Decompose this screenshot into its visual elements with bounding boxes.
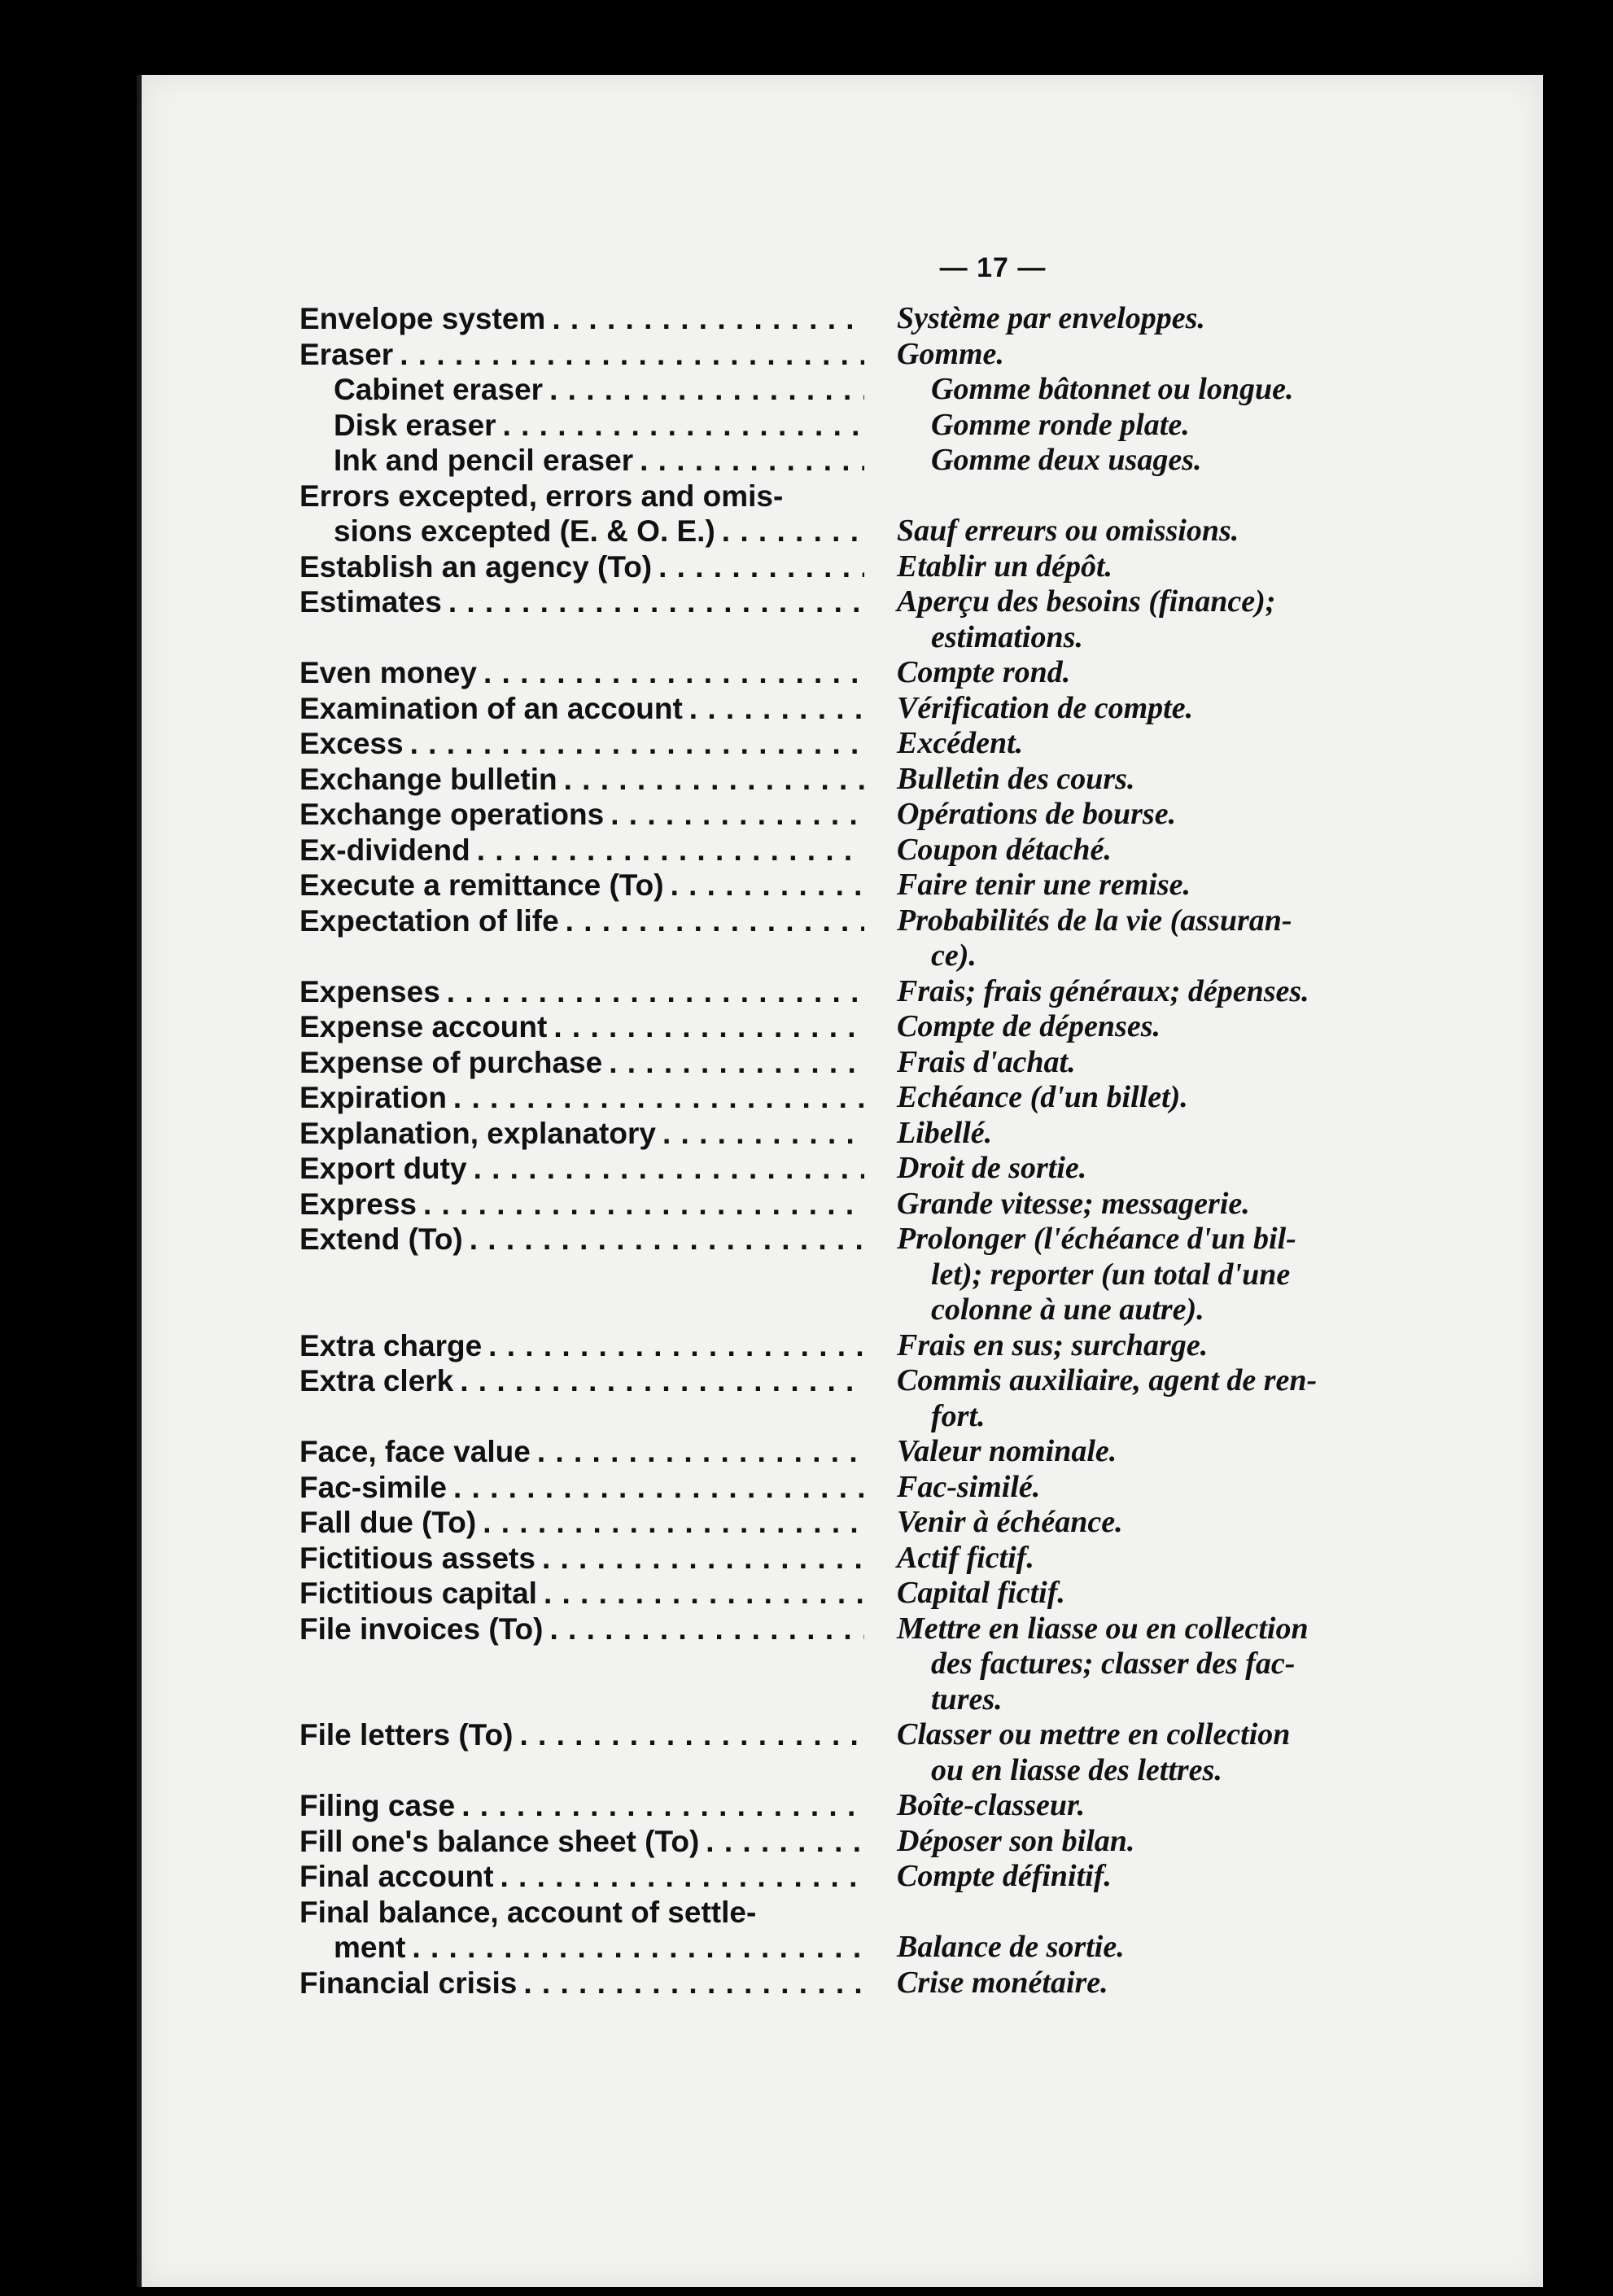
translation-line: [897, 479, 1382, 514]
glossary-entry: [299, 868, 1382, 903]
french-translation: [864, 1859, 1382, 1895]
term-text: Expectation of life: [299, 903, 559, 938]
french-translation: [864, 337, 1382, 373]
english-term: [299, 1576, 864, 1612]
dot-leader: [543, 372, 864, 408]
translation-line: Classer ou mettre en collection: [897, 1717, 1291, 1752]
term-text: Fill one's balance sheet (To): [299, 1824, 700, 1858]
translation-line: Boîte-classeur.: [897, 1788, 1086, 1822]
translation-line: ce).: [931, 938, 977, 973]
french-translation: [864, 408, 1382, 444]
english-term: [299, 1045, 864, 1081]
translation-line: Crise monétaire.: [897, 1965, 1108, 2000]
glossary-entry: [299, 1116, 1382, 1152]
dot-leader: [463, 1222, 864, 1257]
term-text: sions excepted (E. & O. E.): [334, 514, 715, 548]
translation-line: Compte rond.: [897, 655, 1071, 689]
glossary-entry: [299, 1187, 1382, 1222]
term-text: Export duty: [299, 1152, 467, 1185]
dot-leader: [447, 1470, 864, 1506]
french-translation: [864, 691, 1382, 727]
translation-line: des factures; classer des fac-: [931, 1647, 1296, 1681]
french-translation: [864, 655, 1382, 691]
english-term: [299, 479, 864, 549]
dot-leader: [656, 1116, 864, 1152]
glossary-entry: [299, 1505, 1382, 1541]
french-translation: [864, 479, 1382, 549]
english-term: [299, 903, 864, 974]
term-text: Errors excepted, errors and omis-: [299, 479, 784, 513]
glossary-entry: [299, 797, 1382, 833]
term-text: Final account: [299, 1860, 494, 1893]
translation-line: Frais; frais généraux; dépenses.: [897, 973, 1309, 1008]
english-term: [299, 1363, 864, 1434]
glossary-entry: [299, 1824, 1382, 1860]
term-text: Eraser: [299, 337, 394, 371]
english-term: [299, 1470, 864, 1506]
term-text: Extra clerk: [299, 1364, 454, 1397]
english-term: [299, 1824, 864, 1860]
glossary-entry: [299, 1788, 1382, 1824]
dot-leader: [440, 974, 864, 1010]
dot-leader: [393, 337, 864, 373]
dot-leader: [535, 1541, 864, 1577]
french-translation: [864, 868, 1382, 903]
english-term: [299, 1717, 864, 1788]
french-translation: [864, 1151, 1382, 1187]
term-text: Even money: [299, 656, 477, 689]
term-text: File invoices (To): [299, 1612, 544, 1646]
english-term: [299, 1895, 864, 1966]
french-translation: [864, 1717, 1382, 1788]
translation-line: fort.: [931, 1398, 986, 1433]
page-number: — 17 —: [939, 252, 1047, 283]
glossary-entry: [299, 1859, 1382, 1895]
glossary-entry: [299, 1434, 1382, 1470]
translation-line: colonne à une autre).: [931, 1292, 1204, 1327]
glossary-entry: [299, 974, 1382, 1010]
translation-line: let); reporter (un total d'une: [931, 1257, 1291, 1292]
dot-leader: [453, 1363, 864, 1399]
dot-leader: [547, 1009, 864, 1045]
french-translation: [864, 1328, 1382, 1364]
english-term: [299, 1541, 864, 1577]
french-translation: [864, 301, 1382, 337]
translation-line: [897, 1895, 1382, 1931]
term-text: Expenses: [299, 974, 440, 1008]
glossary-entry: [299, 833, 1382, 868]
french-translation: [864, 584, 1382, 655]
dot-leader: [513, 1717, 864, 1753]
dot-leader: [557, 762, 864, 798]
english-term: [299, 1328, 864, 1364]
translation-line: Frais d'achat.: [897, 1044, 1076, 1079]
translation-line: Frais en sus; surcharge.: [897, 1327, 1209, 1362]
term-text: Establish an agency (To): [299, 549, 653, 584]
glossary-entry: [299, 1966, 1382, 2001]
french-translation: [864, 1576, 1382, 1612]
translation-line: Sauf erreurs ou omissions.: [897, 514, 1239, 548]
english-term: [299, 1612, 864, 1718]
term-text: Disk eraser: [334, 408, 496, 442]
english-term: [299, 408, 864, 444]
translation-line: Actif fictif.: [897, 1540, 1034, 1575]
dot-leader: [545, 301, 864, 337]
french-translation: [864, 833, 1382, 868]
dot-leader: [633, 443, 864, 479]
dot-leader: [404, 726, 864, 762]
translation-line: Commis auxiliaire, agent de ren-: [897, 1363, 1318, 1397]
dot-leader: [417, 1187, 864, 1222]
translation-line: Compte de dépenses.: [897, 1009, 1161, 1043]
translation-line: tures.: [931, 1682, 1003, 1717]
french-translation: [864, 797, 1382, 833]
english-term: [299, 655, 864, 691]
english-term: [299, 443, 864, 479]
term-text: Extra charge: [299, 1328, 483, 1362]
dot-leader: [602, 1045, 864, 1081]
scan-border-left: [0, 0, 114, 2296]
glossary-entry: [299, 408, 1382, 444]
french-translation: [864, 762, 1382, 798]
dot-leader: [482, 1328, 864, 1364]
glossary-entry: [299, 691, 1382, 727]
french-translation: [864, 1824, 1382, 1860]
english-term: [299, 372, 864, 408]
translation-line: Prolonger (l'échéance d'un bil-: [897, 1222, 1296, 1256]
dot-leader: [604, 797, 864, 833]
dot-leader: [405, 1930, 864, 1966]
french-translation: [864, 549, 1382, 585]
term-text: Ink and pencil eraser: [334, 444, 634, 477]
glossary-entry: [299, 1717, 1382, 1788]
translation-line: Mettre en liasse ou en collection: [897, 1611, 1309, 1646]
french-translation: [864, 1470, 1382, 1506]
term-text: Final balance, account of settle-: [299, 1895, 757, 1929]
term-text: Execute a remittance (To): [299, 868, 664, 902]
glossary-entry: [299, 1541, 1382, 1577]
english-term: [299, 584, 864, 655]
dot-leader: [715, 514, 864, 549]
glossary-entry: [299, 443, 1382, 479]
dot-leader: [699, 1824, 864, 1860]
glossary-entry: [299, 372, 1382, 408]
french-translation: [864, 1541, 1382, 1577]
term-text: Filing case: [299, 1789, 456, 1822]
english-term: [299, 1966, 864, 2001]
term-text: Expense account: [299, 1010, 548, 1043]
english-term: [299, 868, 864, 903]
french-translation: [864, 1045, 1382, 1081]
glossary-entry: [299, 1363, 1382, 1434]
french-translation: [864, 1187, 1382, 1222]
translation-line: Probabilités de la vie (assuran-: [897, 903, 1292, 938]
french-translation: [864, 1612, 1382, 1718]
french-translation: [864, 1966, 1382, 2001]
glossary-entry: [299, 1612, 1382, 1718]
glossary-entry: [299, 1151, 1382, 1187]
dot-leader: [467, 1151, 864, 1187]
english-term: [299, 1434, 864, 1470]
english-term: [299, 1222, 864, 1328]
dot-leader: [517, 1966, 864, 2001]
term-text: Expense of purchase: [299, 1045, 603, 1079]
translation-line: Echéance (d'un billet).: [897, 1080, 1188, 1114]
english-term: [299, 549, 864, 585]
translation-line: Compte définitif.: [897, 1859, 1112, 1893]
translation-line: Bulletin des cours.: [897, 761, 1135, 796]
glossary-entry: [299, 1080, 1382, 1116]
translation-line: Vérification de compte.: [897, 690, 1194, 725]
french-translation: [864, 1363, 1382, 1434]
glossary-entry: [299, 549, 1382, 585]
glossary-entry: [299, 1045, 1382, 1081]
translation-line: Fac-similé.: [897, 1469, 1041, 1504]
term-text: Ex-dividend: [299, 833, 470, 867]
glossary-entry: [299, 301, 1382, 337]
glossary-entry: [299, 762, 1382, 798]
english-term: [299, 1187, 864, 1222]
dot-leader: [543, 1612, 864, 1647]
translation-line: Coupon détaché.: [897, 832, 1112, 867]
french-translation: [864, 1895, 1382, 1966]
term-text: Explanation, explanatory: [299, 1116, 656, 1150]
term-text: ment: [334, 1931, 406, 1964]
translation-line: Déposer son bilan.: [897, 1823, 1135, 1858]
french-translation: [864, 726, 1382, 762]
glossary-entry: [299, 337, 1382, 373]
french-translation: [864, 443, 1382, 479]
english-term: [299, 1788, 864, 1824]
glossary-entry: [299, 655, 1382, 691]
glossary-entry: [299, 1009, 1382, 1045]
term-text: Exchange bulletin: [299, 762, 557, 796]
translation-line: estimations.: [931, 619, 1083, 654]
english-term: [299, 1080, 864, 1116]
dot-leader: [442, 584, 864, 620]
dot-leader: [455, 1788, 864, 1824]
term-text: Expiration: [299, 1081, 447, 1114]
term-text: Fall due (To): [299, 1506, 477, 1539]
translation-line: Système par enveloppes.: [897, 301, 1205, 335]
term-text: Face, face value: [299, 1435, 531, 1468]
english-term: [299, 726, 864, 762]
english-term: [299, 1116, 864, 1152]
translation-line: Libellé.: [897, 1115, 993, 1150]
translation-line: Faire tenir une remise.: [897, 868, 1191, 902]
french-translation: [864, 903, 1382, 974]
english-term: [299, 337, 864, 373]
english-term: [299, 833, 864, 868]
dot-leader: [447, 1080, 864, 1116]
glossary-entry: [299, 903, 1382, 974]
translation-line: Droit de sortie.: [897, 1151, 1087, 1185]
english-term: [299, 1009, 864, 1045]
glossary-entry: [299, 1470, 1382, 1506]
english-term: [299, 762, 864, 798]
term-text: Fac-simile: [299, 1470, 447, 1504]
term-text: Fictitious capital: [299, 1577, 537, 1610]
french-translation: [864, 1505, 1382, 1541]
dot-leader: [493, 1859, 864, 1895]
translation-line: Gomme ronde plate.: [931, 407, 1190, 442]
translation-line: ou en liasse des lettres.: [931, 1752, 1222, 1787]
glossary-entries: [299, 301, 1382, 2001]
french-translation: [864, 1080, 1382, 1116]
translation-line: Balance de sortie.: [897, 1930, 1125, 1964]
dot-leader: [470, 833, 864, 868]
translation-line: Aperçu des besoins (finance);: [897, 584, 1276, 619]
french-translation: [864, 1788, 1382, 1824]
term-text: Financial crisis: [299, 1966, 518, 2000]
english-term: [299, 1505, 864, 1541]
english-term: [299, 1151, 864, 1187]
dot-leader: [664, 868, 864, 903]
term-text: Exchange operations: [299, 798, 605, 831]
term-text: Examination of an account: [299, 691, 683, 725]
term-text: Envelope system: [299, 302, 546, 335]
translation-line: Venir à échéance.: [897, 1505, 1123, 1539]
french-translation: [864, 1009, 1382, 1045]
translation-line: Opérations de bourse.: [897, 797, 1177, 831]
french-translation: [864, 1116, 1382, 1152]
term-text: Extend (To): [299, 1222, 463, 1256]
dot-leader: [531, 1434, 864, 1470]
term-text: Express: [299, 1187, 417, 1221]
translation-line: Gomme.: [897, 336, 1004, 371]
dot-leader: [477, 655, 864, 691]
translation-line: Excédent.: [897, 726, 1024, 760]
glossary-entry: [299, 584, 1382, 655]
translation-line: Gomme bâtonnet ou longue.: [931, 372, 1294, 406]
glossary-entry: [299, 479, 1382, 549]
scan-border-right: [1548, 0, 1613, 2296]
term-text: Fictitious assets: [299, 1541, 535, 1575]
translation-line: Valeur nominale.: [897, 1434, 1117, 1468]
glossary-entry: [299, 1576, 1382, 1612]
dot-leader: [476, 1505, 864, 1541]
english-term: [299, 1859, 864, 1895]
french-translation: [864, 1434, 1382, 1470]
glossary-entry: [299, 1222, 1382, 1328]
french-translation: [864, 372, 1382, 408]
term-text: Estimates: [299, 585, 442, 619]
english-term: [299, 797, 864, 833]
english-term: [299, 974, 864, 1010]
translation-line: Grande vitesse; messagerie.: [897, 1186, 1250, 1221]
translation-line: Capital fictif.: [897, 1576, 1065, 1610]
dot-leader: [496, 408, 864, 444]
english-term: [299, 301, 864, 337]
french-translation: [864, 1222, 1382, 1328]
dot-leader: [683, 691, 864, 727]
translation-line: Gomme deux usages.: [931, 443, 1202, 477]
book-page: [137, 75, 1543, 2287]
french-translation: [864, 974, 1382, 1010]
translation-line: Etablir un dépôt.: [897, 549, 1112, 584]
glossary-entry: [299, 1328, 1382, 1364]
term-text: Cabinet eraser: [334, 373, 544, 406]
dot-leader: [537, 1576, 864, 1612]
term-text: File letters (To): [299, 1718, 514, 1752]
glossary-entry: [299, 1895, 1382, 1966]
english-term: [299, 691, 864, 727]
glossary-entry: [299, 726, 1382, 762]
dot-leader: [652, 549, 864, 585]
dot-leader: [559, 903, 864, 939]
term-text: Excess: [299, 727, 404, 760]
